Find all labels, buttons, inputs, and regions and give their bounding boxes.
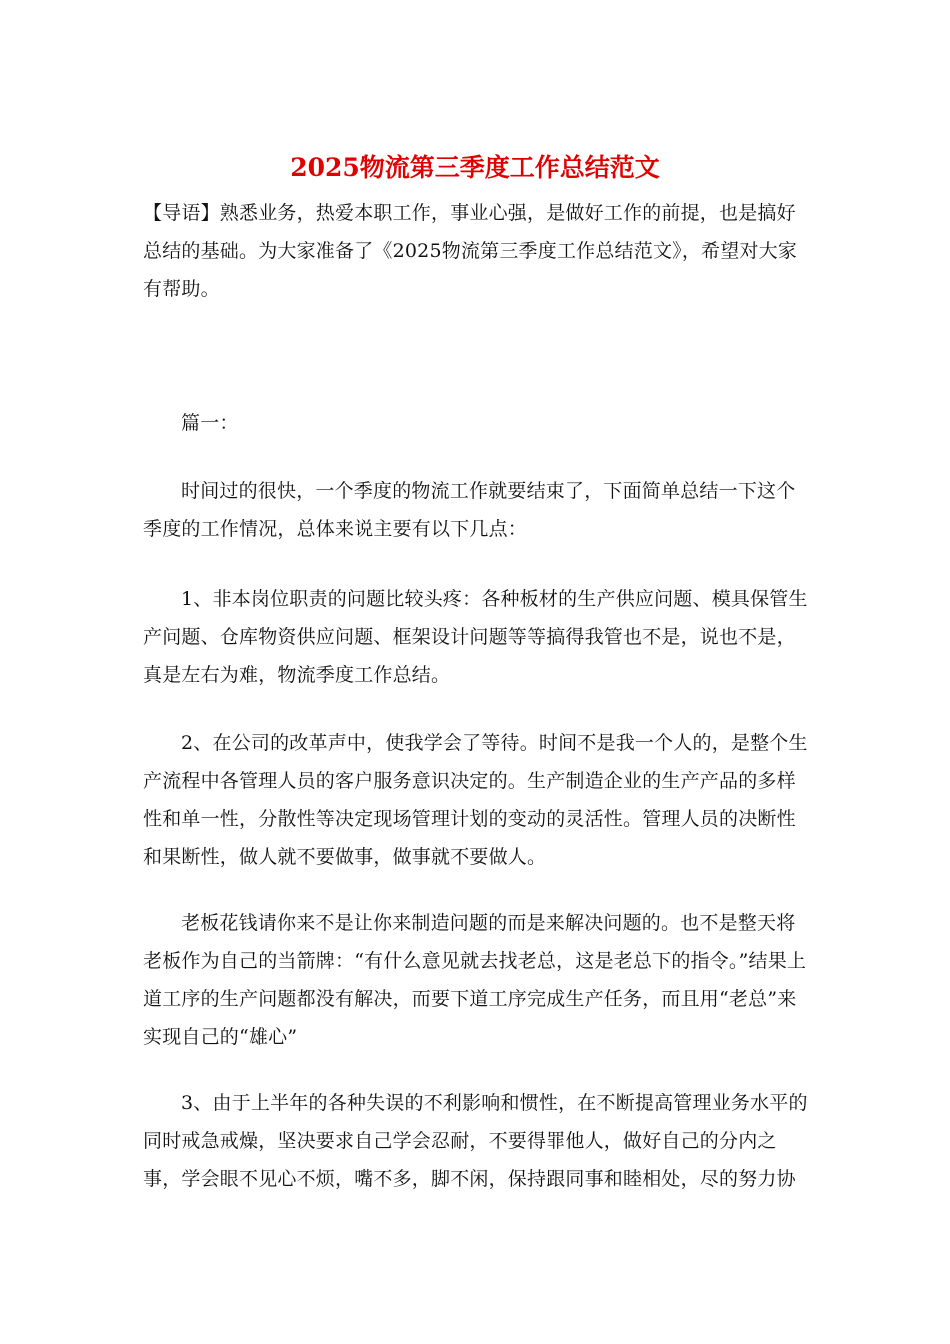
body-paragraph: 3、由于上半年的各种失误的不利影响和惯性，在不断提高管理业务水平的同时戒急戒燥，坚决要求自己学会忍耐，不要得罪他人，做好自己的分内之事，学会眼不见心不烦，嘴不多，脚不闲，保持跟同事和睦相处，尽的努力协	[143, 1092, 808, 1190]
body-paragraph: 老板花钱请你来不是让你来制造问题的而是来解决问题的。也不是整天将老板作为自己的当箭牌：“有什么意见就去找老总，这是老总下的指令。”结果上道工序的生产问题都没有解决，而要下道工序完成生产任务，而且用“老总”来实现自己的“雄心”	[143, 912, 807, 1048]
intro-paragraph: 【导语】熟悉业务，热爱本职工作，事业心强，是做好工作的前提，也是搞好总结的基础。为大家准备了《2025物流第三季度工作总结范文》，希望对大家有帮助。	[143, 202, 798, 300]
document-title: 2025物流第三季度工作总结范文	[290, 153, 660, 182]
body-paragraph: 1、非本岗位职责的问题比较头疼：各种板材的生产供应问题、模具保管生产问题、仓库物资供应问题、框架设计问题等等搞得我管也不是，说也不是，真是左右为难，物流季度工作总结。	[143, 588, 808, 686]
body-paragraph: 2、在公司的改革声中，使我学会了等待。时间不是我一个人的，是整个生产流程中各管理人员的客户服务意识决定的。生产制造企业的生产产品的多样性和单一性，分散性等决定现场管理计划的变动的灵活性。管理人员的决断性和果断性，做人就不要做事，做事就不要做人。	[143, 732, 808, 868]
section-label: 篇一：	[181, 412, 239, 434]
body-paragraph: 时间过的很快，一个季度的物流工作就要结束了，下面简单总结一下这个季度的工作情况，总体来说主要有以下几点：	[143, 480, 796, 540]
